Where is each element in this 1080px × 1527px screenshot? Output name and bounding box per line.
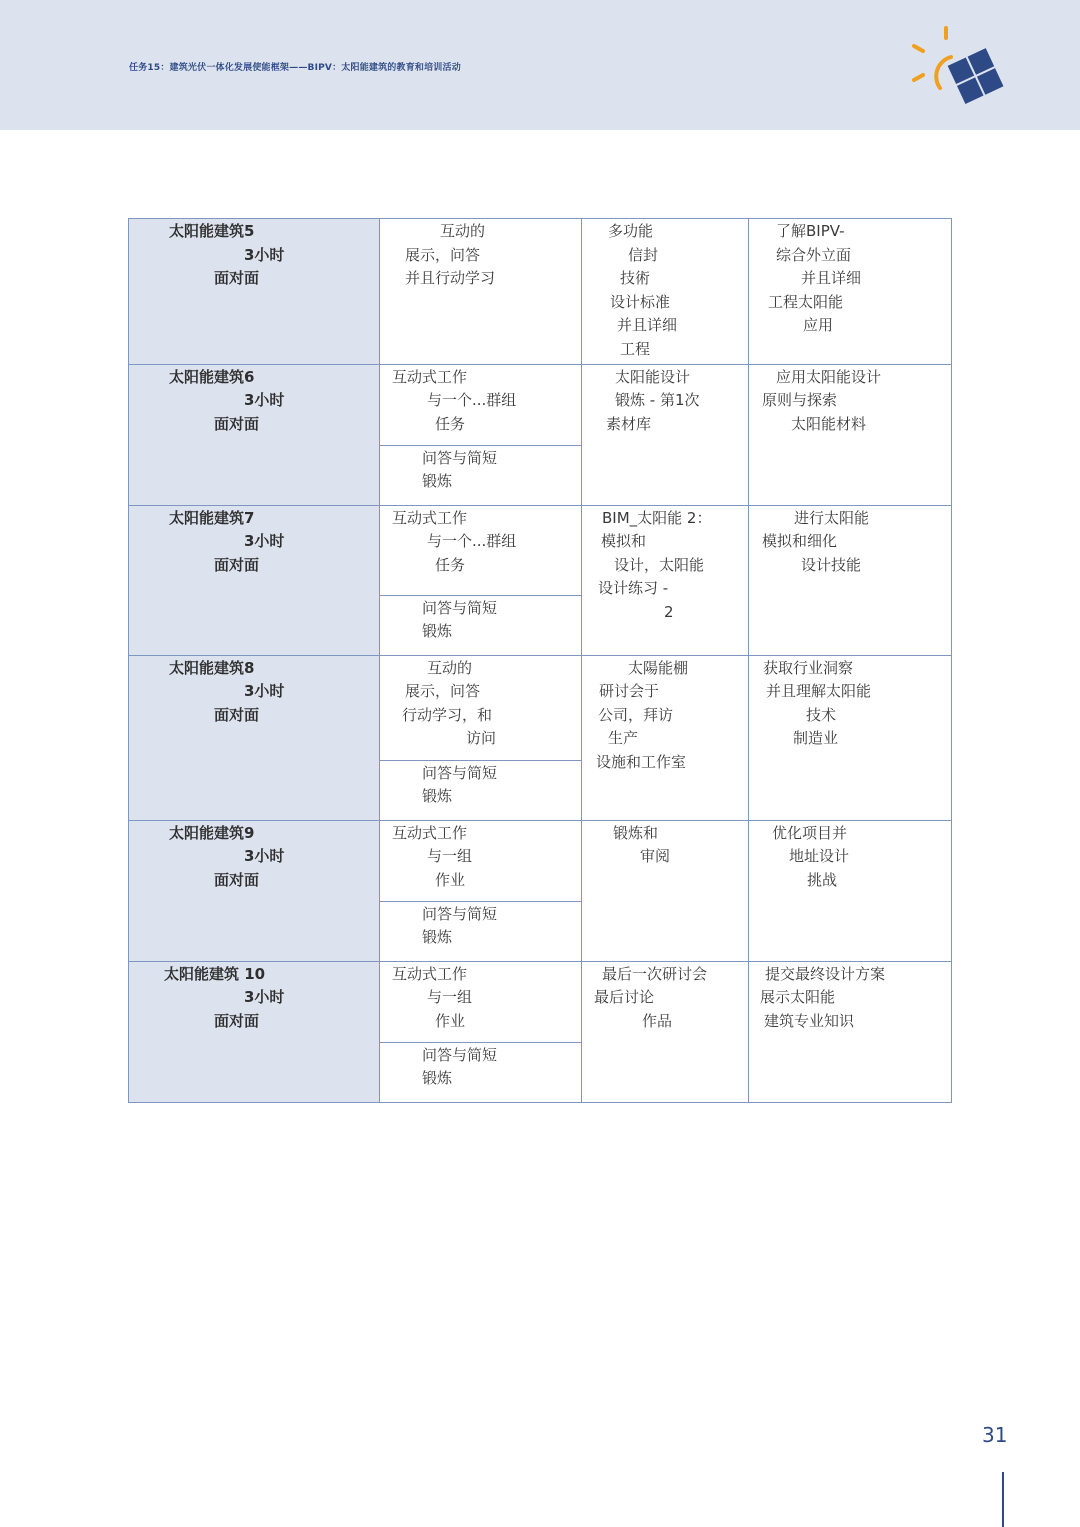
activity-cell [380, 219, 582, 365]
table-row [129, 961, 952, 1042]
qa-exercise-cell [380, 595, 582, 655]
cell-line: 公司，拜访 [598, 705, 674, 724]
cell-line: 与一组 [427, 988, 473, 1007]
activity-cell [380, 961, 582, 1042]
cell-line: 展示，问答 [405, 682, 481, 701]
cell-line: 太陽能棚 [628, 658, 689, 677]
cell-line: 作业 [435, 870, 466, 889]
cell-line: 优化项目并 [772, 823, 848, 842]
qa-exercise-cell [380, 445, 582, 505]
topic-cell [582, 364, 749, 505]
table-row [129, 655, 952, 760]
session-cell [129, 961, 380, 1102]
cell-line: 太阳能建筑9 [169, 823, 255, 842]
table-row [129, 364, 952, 445]
cell-line: 2 [664, 602, 674, 621]
topic-cell [582, 655, 749, 820]
cell-line: 互动的 [427, 658, 473, 677]
topic-cell [582, 505, 749, 655]
page-number: 31 [982, 1423, 1008, 1447]
cell-line: 面对面 [214, 269, 260, 288]
cell-line: 应用太阳能设计 [776, 367, 882, 386]
cell-line: 提交最终设计方案 [765, 964, 886, 983]
cell-line: 制造业 [793, 729, 839, 748]
cell-line: 综合外立面 [776, 245, 852, 264]
cell-line: 了解BIPV- [776, 222, 845, 240]
cell-line: 设计，太阳能 [614, 555, 705, 574]
cell-line: 任务 [435, 555, 466, 574]
cell-line: 作业 [435, 1011, 466, 1030]
cell-line: 太阳能建筑8 [169, 658, 255, 677]
objective-cell [749, 219, 952, 365]
cell-line: 3小时 [244, 245, 285, 264]
cell-line: 锻炼和 [613, 823, 659, 842]
objective-cell [749, 364, 952, 505]
cell-line: 问答与简短 [422, 904, 498, 923]
cell-line: 展示太阳能 [760, 988, 836, 1007]
topic-cell [582, 219, 749, 365]
qa-exercise-cell [380, 901, 582, 961]
cell-line: 素材库 [606, 414, 652, 433]
cell-line: 与一个...群组 [427, 391, 517, 410]
cell-line: 面对面 [214, 870, 260, 889]
cell-line: 太阳能建筑 10 [164, 964, 266, 983]
cell-line: 面对面 [214, 705, 260, 724]
cell-line: 设计标准 [610, 292, 671, 311]
activity-cell [380, 820, 582, 901]
cell-line: 锻炼 [422, 472, 453, 491]
cell-line: 设施和工作室 [596, 752, 687, 771]
cell-line: 互动式工作 [392, 508, 468, 527]
cell-line: 研讨会于 [599, 682, 660, 701]
cell-line: 问答与简短 [422, 448, 498, 467]
table-row [129, 219, 952, 365]
session-cell [129, 820, 380, 961]
cell-line: 面对面 [214, 555, 260, 574]
cell-line: 设计练习 - [598, 579, 669, 598]
table-row [129, 505, 952, 595]
cell-line: 挑战 [807, 870, 838, 889]
topic-cell [582, 961, 749, 1102]
cell-line: 锻炼 [422, 622, 453, 641]
cell-line: 访问 [466, 729, 497, 748]
objective-cell [749, 655, 952, 820]
cell-line: 应用 [803, 316, 834, 335]
cell-line: 任务 [435, 414, 466, 433]
cell-line: 模拟和细化 [762, 532, 838, 551]
cell-line: 太阳能材料 [791, 414, 867, 433]
cell-line: 互动式工作 [392, 367, 468, 386]
topic-cell [582, 820, 749, 961]
cell-line: 3小时 [244, 682, 285, 701]
cell-line: 行动学习，和 [402, 705, 493, 724]
cell-line: 问答与简短 [422, 763, 498, 782]
cell-line: 问答与简短 [422, 598, 498, 617]
cell-line: 作品 [642, 1011, 673, 1030]
cell-line: 最后讨论 [594, 988, 655, 1007]
cell-line: 与一个...群组 [427, 532, 517, 551]
cell-line: 多功能 [608, 222, 654, 240]
cell-line: 信封 [628, 245, 659, 264]
cell-line: 太阳能设计 [615, 367, 691, 386]
running-header: 任务15：建筑光伏一体化发展使能框架——BIPV：太阳能建筑的教育和培训活动 [129, 63, 461, 73]
cell-line: 并且详细 [801, 269, 862, 288]
cell-line: 太阳能建筑6 [169, 367, 255, 386]
cell-line: 问答与简短 [422, 1045, 498, 1064]
qa-exercise-cell [380, 760, 582, 820]
activity-cell [380, 505, 582, 595]
session-cell [129, 505, 380, 655]
cell-line: 3小时 [244, 988, 285, 1007]
cell-line: 锻炼 [422, 1069, 453, 1088]
cell-line: 展示，问答 [405, 245, 481, 264]
cell-line: 太阳能建筑7 [169, 508, 255, 527]
activity-cell [380, 364, 582, 445]
solar-panel-sun-icon [906, 24, 1006, 110]
cell-line: 模拟和 [601, 532, 647, 551]
session-cell [129, 219, 380, 365]
cell-line: 太阳能建筑5 [169, 222, 255, 240]
cell-line: 3小时 [244, 532, 285, 551]
cell-line: BIM_太阳能 2： [602, 508, 712, 527]
cell-line: 并且详细 [617, 316, 678, 335]
cell-line: 3小时 [244, 391, 285, 410]
cell-line: 生产 [608, 729, 639, 748]
objective-cell [749, 820, 952, 961]
cell-line: 锻炼 [422, 928, 453, 947]
objective-cell [749, 961, 952, 1102]
cell-line: 互动式工作 [392, 823, 468, 842]
activity-cell [380, 655, 582, 760]
cell-line: 地址设计 [789, 847, 850, 866]
cell-line: 获取行业洞察 [763, 658, 854, 677]
cell-line: 进行太阳能 [794, 508, 870, 527]
cell-line: 锻炼 [422, 787, 453, 806]
cell-line: 并且理解太阳能 [766, 682, 872, 701]
cell-line: 锻炼 - 第1次 [615, 391, 700, 410]
cell-line: 面对面 [214, 1011, 260, 1030]
cell-line: 3小时 [244, 847, 285, 866]
objective-cell [749, 505, 952, 655]
page-rule [1002, 1472, 1004, 1527]
cell-line: 并且行动学习 [405, 269, 496, 288]
table-row [129, 820, 952, 901]
cell-line: 工程 [620, 339, 651, 358]
cell-line: 设计技能 [801, 555, 862, 574]
cell-line: 技术 [806, 705, 837, 724]
cell-line: 建筑专业知识 [764, 1011, 855, 1030]
cell-line: 互动的 [440, 222, 486, 240]
cell-line: 面对面 [214, 414, 260, 433]
session-cell [129, 655, 380, 820]
schedule-table [128, 218, 952, 1103]
qa-exercise-cell [380, 1042, 582, 1102]
cell-line: 工程太阳能 [768, 292, 844, 311]
cell-line: 与一组 [427, 847, 473, 866]
cell-line: 原则与探索 [762, 391, 838, 410]
cell-line: 审阅 [640, 847, 671, 866]
session-cell [129, 364, 380, 505]
cell-line: 技術 [620, 269, 651, 288]
cell-line: 最后一次研讨会 [602, 964, 708, 983]
cell-line: 互动式工作 [392, 964, 468, 983]
